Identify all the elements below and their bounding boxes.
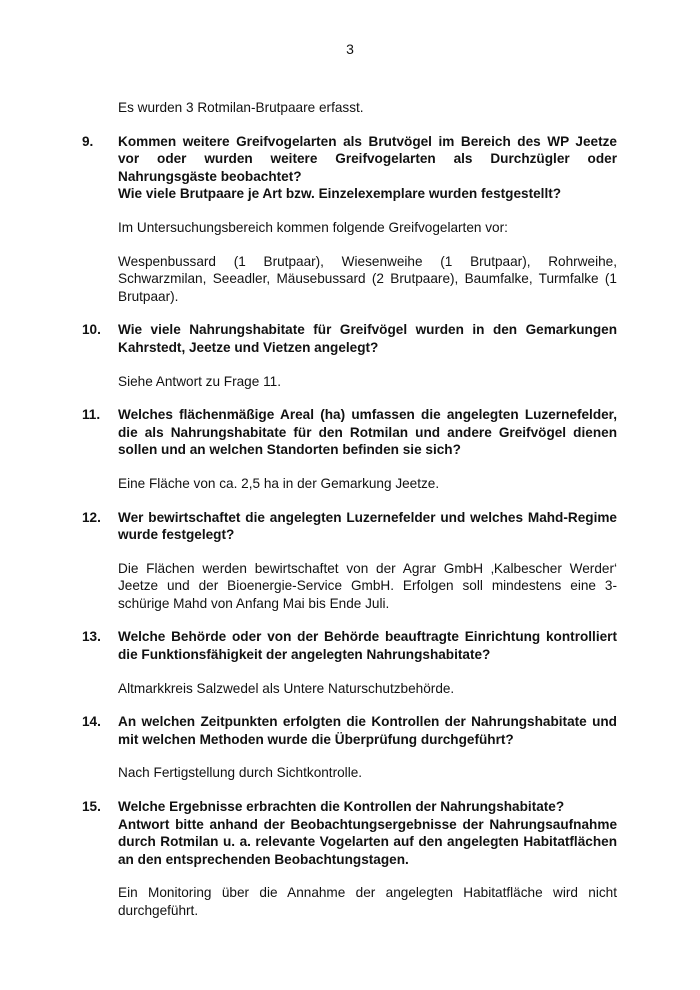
- answer-text: Nach Fertigstellung durch Sichtkontrolle.: [118, 765, 363, 781]
- question-block: [82, 133, 617, 306]
- question-line: Welches flächenmäßige Areal (ha) umfassen die angelegten Luzernefelder, die als Nahrungshabitate für den Rotmilan und andere Greifvögel dienen sollen und an welchen Standorten befinden sie sich?: [118, 407, 617, 458]
- answer-text: Altmarkkreis Salzwedel als Untere Naturschutzbehörde.: [118, 680, 455, 696]
- question-line: Welche Behörde oder von der Behörde beauftragte Einrichtung kontrolliert die Funktionsfähigkeit der angelegten Nahrungshabitate?: [118, 629, 617, 663]
- answer-text: Wespenbussard (1 Brutpaar), Wiesenweihe (1 Brutpaar), Rohrweihe, Schwarzmilan, Seeadler, Mäusebussard (2 Brutpaare), Baumfalke, Turmfalke (1 Brutpaar).: [118, 253, 617, 304]
- question: [82, 406, 617, 459]
- answer-text: Die Flächen werden bewirtschaftet von der Agrar GmbH ‚Kalbescher Werder‘ Jeetze und der Bioenergie-Service GmbH. Erfolgen soll mindestens eine 3-schürige Mahd von Anfang Mai bis Ende Juli.: [118, 560, 617, 611]
- question-block: [82, 321, 617, 390]
- question: [82, 321, 617, 356]
- question-block: [82, 628, 617, 697]
- question-number: 12.: [82, 509, 101, 525]
- document-body: [82, 99, 617, 936]
- question-number: 13.: [82, 629, 101, 645]
- answer-text: Eine Fläche von ca. 2,5 ha in der Gemarkung Jeetze.: [118, 475, 440, 491]
- question-line: An welchen Zeitpunkten erfolgten die Kontrollen der Nahrungshabitate und mit welchen Methoden wurde die Überprüfung durchgeführt?: [118, 714, 617, 747]
- question-number: 10.: [82, 322, 101, 338]
- question-text: [118, 798, 617, 868]
- question-text: [118, 133, 617, 203]
- question: [82, 133, 617, 203]
- question-text: [118, 509, 617, 544]
- question: [82, 509, 617, 544]
- question: [82, 713, 617, 748]
- question-block: [82, 798, 617, 920]
- question-text: [118, 713, 617, 748]
- question-line: Antwort bitte anhand der Beobachtungsergebnisse der Nahrungsaufnahme durch Rotmilan u. a. relevante Vogelarten auf den angelegten Habitatflächen an den entsprechenden Beobachtungstagen.: [118, 816, 617, 867]
- question-number: 15.: [82, 799, 101, 815]
- page-number: 3: [346, 41, 354, 57]
- question-line: Kommen weitere Greifvogelarten als Brutvögel im Bereich des WP Jeetze vor oder wurden weitere Greifvogelarten als Durchzügler oder Nahrungsgäste beobachtet?: [118, 133, 617, 184]
- question-number: 11.: [82, 407, 101, 423]
- answer-text: Im Untersuchungsbereich kommen folgende Greifvogelarten vor:: [118, 219, 508, 235]
- question-block: [82, 509, 617, 613]
- question-text: [118, 321, 617, 356]
- question-block: [82, 406, 617, 492]
- question-number: 14.: [82, 714, 101, 730]
- question-block: [82, 713, 617, 782]
- question: [82, 798, 617, 868]
- question-line: Wie viele Nahrungshabitate für Greifvögel wurden in den Gemarkungen Kahrstedt, Jeetze und Vietzen angelegt?: [118, 322, 617, 355]
- question-line: Wer bewirtschaftet die angelegten Luzernefelder und welches Mahd-Regime wurde festgelegt?: [118, 509, 617, 543]
- question-line: Wie viele Brutpaare je Art bzw. Einzelexemplare wurden festgestellt?: [118, 186, 562, 202]
- answer-text: Siehe Antwort zu Frage 11.: [118, 373, 281, 389]
- question-line: Welche Ergebnisse erbrachten die Kontrollen der Nahrungshabitate?: [118, 799, 565, 815]
- question-number: 9.: [82, 133, 94, 149]
- question-text: [118, 628, 617, 663]
- question-text: [118, 406, 617, 459]
- intro-text: Es wurden 3 Rotmilan-Brutpaare erfasst.: [118, 100, 364, 115]
- question: [82, 628, 617, 663]
- answer-text: Ein Monitoring über die Annahme der angelegten Habitatfläche wird nicht durchgeführt.: [118, 885, 617, 918]
